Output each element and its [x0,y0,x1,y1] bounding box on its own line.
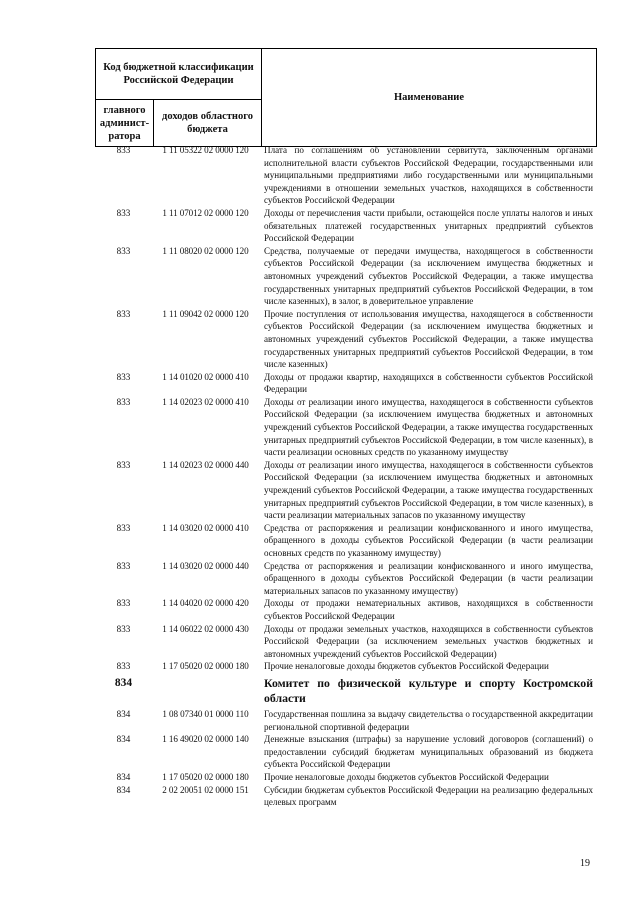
table-row [95,371,595,396]
admin-code: 833 [116,459,131,470]
income-code: 1 14 01020 02 0000 410 [162,371,249,382]
table-row [95,623,595,661]
income-code: 1 11 07012 02 0000 120 [162,207,249,218]
income-name: Средства от распоряжения и реализации конфискованного и иного имущества, обращенного в доходы субъектов Российской Федерации (в части реализации основных средств по указанному имуществу) [264,522,593,558]
income-name: Плата по соглашениям об установлении сервитута, заключенным органами исполнительной власти субъектов Российской Федерации, государственными или муниципальными предприятиями либо государственными или муниципальными учреждениями в отношении земельных участков, находящихся в собственности субъектов Российской Федерации [264,145,593,206]
admin-code: 834 [116,734,131,745]
table-row [95,660,595,673]
admin-code: 833 [116,661,131,672]
table-row [95,459,595,522]
income-name: Доходы от продажи земельных участков, находящихся в собственности субъектов Российской Федерации (за исключением земельных участков бюджетных и автономных учреждений субъектов Российской Федерации) [264,623,593,659]
admin-code: 834 [116,784,131,795]
admin-code: 833 [116,396,131,407]
income-code: 1 11 05322 02 0000 120 [162,145,249,155]
table-row [95,784,595,809]
admin-code: 833 [116,245,131,256]
table-header [95,48,597,147]
income-code: 2 02 20051 02 0000 151 [162,784,249,795]
income-name: Доходы от реализации иного имущества, находящегося в собственности субъектов Российской Федерации (за исключением имущества бюджетных и автономных учреждений субъектов Российской Федерации, а также имущества государственных унитарных предприятий субъектов Российской Федерации, в том числе казенных), в части реализации материальных запасов по указанному имуществу [264,459,593,521]
budget-code-group-header: Код бюджетной классификации Российской Федерации [96,49,262,100]
income-name: Государственная пошлина за выдачу свидетельства о государственной аккредитации региональной спортивной федерации [264,708,593,732]
table-row [95,560,595,598]
income-code: 1 14 03020 02 0000 440 [162,560,249,571]
table-row [95,597,595,622]
table-row [95,207,595,245]
table-row [95,396,595,459]
admin-column-header: главного админист-ратора [96,100,154,147]
page-number: 19 [580,858,590,869]
admin-code: 834 [116,708,131,719]
income-code: 1 14 04020 02 0000 420 [162,598,249,609]
table-row [95,708,595,733]
income-code: 1 08 07340 01 0000 110 [162,708,249,719]
admin-code: 833 [116,522,131,533]
income-name: Доходы от продажи квартир, находящихся в собственности субъектов Российской Федерации [264,371,593,395]
table-row [95,144,595,207]
table-row [95,245,595,308]
name-column-header: Наименование [262,49,597,147]
income-name: Прочие неналоговые доходы бюджетов субъектов Российской Федерации [264,661,549,672]
section-heading-row [95,676,595,706]
admin-code: 833 [116,207,131,218]
income-name: Денежные взыскания (штрафы) за нарушение условий договоров (соглашений) о предоставлении субсидий бюджетам муниципальных образований из бюджета субъекта Российской Федерации [264,734,593,770]
admin-code: 833 [116,371,131,382]
table-body [95,144,595,809]
income-column-header: доходов областного бюджета [154,100,262,147]
income-code: 1 14 06022 02 0000 430 [162,623,249,634]
income-code: 1 14 03020 02 0000 410 [162,522,249,533]
income-code: 1 11 09042 02 0000 120 [162,308,249,319]
table-row [95,771,595,784]
income-code: 1 17 05020 02 0000 180 [162,771,249,782]
income-code: 1 11 08020 02 0000 120 [162,245,249,256]
income-code: 1 14 02023 02 0000 440 [162,459,249,470]
table-row [95,522,595,560]
income-name: Субсидии бюджетам субъектов Российской Федерации на реализацию федеральных целевых программ [264,784,593,808]
admin-code: 834 [116,771,131,782]
income-code: 1 17 05020 02 0000 180 [162,661,249,672]
income-name: Средства, получаемые от передачи имущества, находящегося в собственности субъектов Российской Федерации (за исключением имущества бюджетных и автономных учреждений субъектов Российской Федерации, а также имущества государственных унитарных предприятий субъектов Российской Федерации, в том числе казенных), в залог, в доверительное управление [264,245,593,307]
income-code: 1 16 49020 02 0000 140 [162,734,249,745]
admin-code: 833 [116,145,131,155]
income-name: Доходы от продажи нематериальных активов, находящихся в собственности субъектов Российской Федерации [264,598,593,621]
admin-code: 833 [116,598,131,609]
income-name: Прочие неналоговые доходы бюджетов субъектов Российской Федерации [264,771,549,782]
table-row [95,733,595,771]
admin-code: 834 [114,676,133,689]
income-name: Комитет по физической культуре и спорту Костромской области [264,675,593,705]
income-name: Средства от распоряжения и реализации конфискованного и иного имущества, обращенного в доходы субъектов Российской Федерации (в части реализации материальных запасов по указанному имуществу) [264,560,593,596]
admin-code: 833 [116,623,131,634]
income-name: Доходы от реализации иного имущества, находящегося в собственности субъектов Российской Федерации (за исключением имущества бюджетных и автономных учреждений субъектов Российской Федерации, а также имущества государственных унитарных предприятий субъектов Российской Федерации, в том числе казенных), в части реализации основных средств по указанному имуществу [264,396,593,458]
income-code: 1 14 02023 02 0000 410 [162,396,249,407]
admin-code: 833 [116,560,131,571]
income-name: Прочие поступления от использования имущества, находящегося в собственности субъектов Российской Федерации (за исключением имущества бюджетных и автономных учреждений субъектов Российской Федерации, а также имущества государственных унитарных предприятий субъектов Российской Федерации, в том числе казенных) [264,308,593,370]
table-row [95,308,595,371]
admin-code: 833 [116,308,131,319]
income-name: Доходы от перечисления части прибыли, остающейся после уплаты налогов и иных обязательных платежей государственных унитарных предприятий субъектов Российской Федерации [264,207,593,244]
